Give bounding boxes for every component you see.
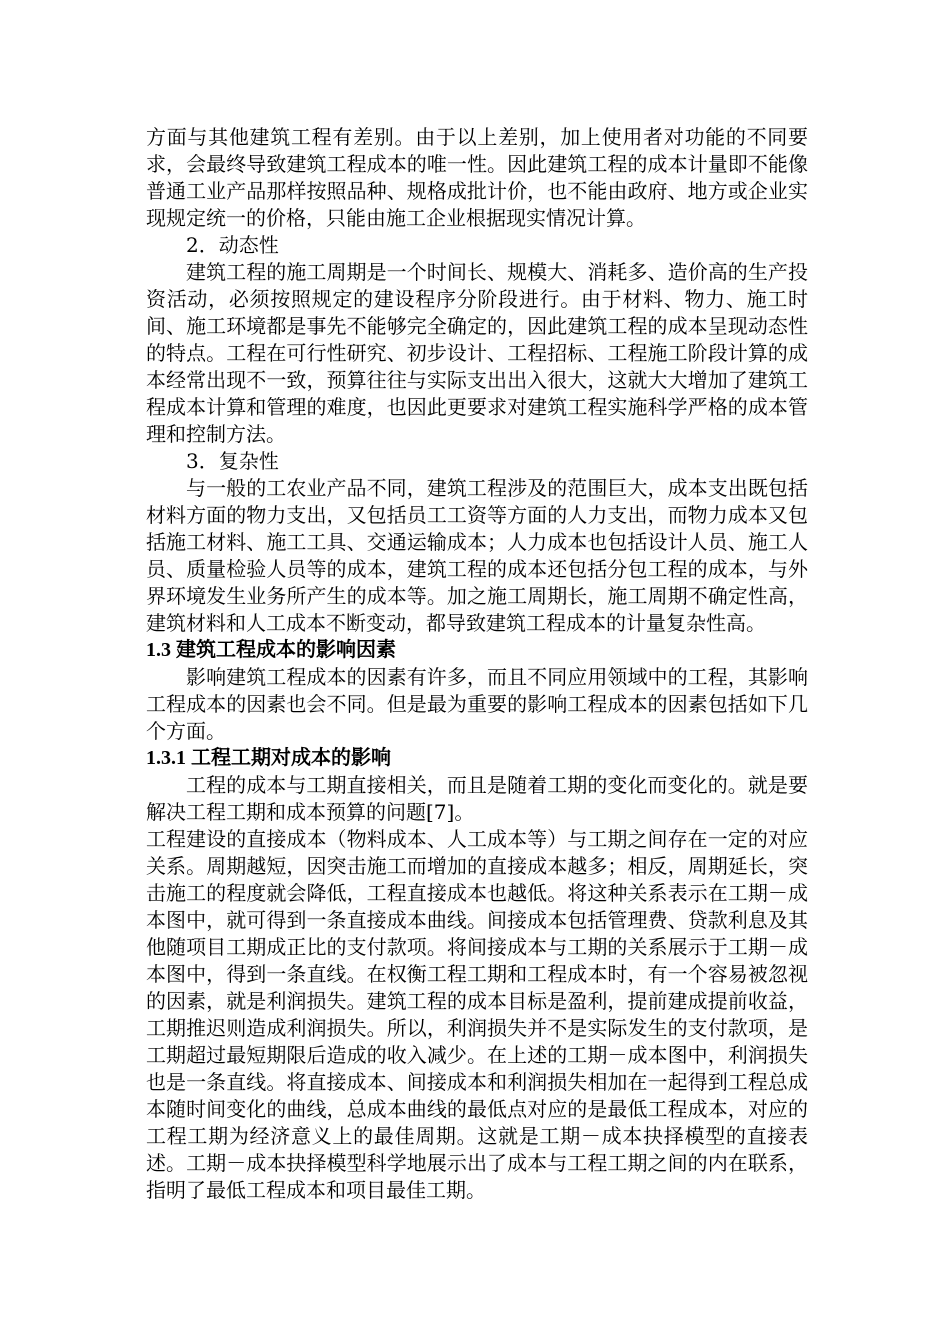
paragraph-schedule-cost-model: 工程建设的直接成本（物料成本、人工成本等）与工期之间存在一定的对应关系。周期越短，因突击施工而增加的直接成本越多；相反，周期延长，突击施工的程度就会降低，工程直接成本也越低。将这种关系表示在工期－成本图中，就可得到一条直接成本曲线。间接成本包括管理费、贷款利息及其他随项目工期成正比的支付款项。将间接成本与工期的关系展示于工期－成本图中，得到一条直线。在权衡工程工期和工程成本时，有一个容易被忽视的因素，就是利润损失。建筑工程的成本目标是盈利，提前建成提前收益，工期推迟则造成利润损失。所以，利润损失并不是实际发生的支付款项，是工期超过最短期限后造成的收入减少。在上述的工期－成本图中，利润损失也是一条直线。将直接成本、间接成本和利润损失相加在一起得到工程总成本随时间变化的曲线，总成本曲线的最低点对应的是最低工程成本，对应的工程工期为经济意义上的最佳周期。这就是工期－成本抉择模型的直接表述。工期－成本抉择模型科学地展示出了成本与工程工期之间的内在联系，指明了最低工程成本和项目最佳工期。 (146, 827, 808, 1202)
paragraph-dynamic: 建筑工程的施工周期是一个时间长、规模大、消耗多、造价高的生产投资活动，必须按照规定的建设程序分阶段进行。由于材料、物力、施工时间、施工环境都是事先不能够完全确定的，因此建筑工程的成本呈现动态性的特点。工程在可行性研究、初步设计、工程招标、工程施工阶段计算的成本经常出现不一致，预算往往与实际支出出入很大，这就大大增加了建筑工程成本计算和管理的难度，也因此更要求对建筑工程实施科学严格的成本管理和控制方法。 (146, 260, 808, 446)
section-heading-1-3: 1.3 建筑工程成本的影响因素 (146, 639, 396, 661)
paragraph-schedule-intro: 工程的成本与工期直接相关，而且是随着工期的变化而变化的。就是要解决工程工期和成本预算的问题[7]。 (146, 773, 808, 824)
list-item-dynamic: 2．动态性 (186, 233, 279, 257)
document-page (146, 124, 808, 1204)
paragraph-complexity: 与一般的工农业产品不同，建筑工程涉及的范围巨大，成本支出既包括材料方面的物力支出，又包括员工工资等方面的人力支出，而物力成本又包括施工材料、施工工具、交通运输成本；人力成本也包括设计人员、施工人员、质量检验人员等的成本，建筑工程的成本还包括分包工程的成本，与外界环境发生业务所产生的成本等。加之施工周期长，施工周期不确定性高，建筑材料和人工成本不断变动，都导致建筑工程成本的计量复杂性高。 (146, 476, 808, 635)
paragraph-intro: 方面与其他建筑工程有差别。由于以上差别，加上使用者对功能的不同要求，会最终导致建筑工程成本的唯一性。因此建筑工程的成本计量即不能像普通工业产品那样按照品种、规格成批计价，也不能由政府、地方或企业实现规定统一的价格，只能由施工企业根据现实情况计算。 (146, 125, 808, 230)
section-heading-1-3-1: 1.3.1 工程工期对成本的影响 (146, 747, 391, 769)
paragraph-factors: 影响建筑工程成本的因素有许多，而且不同应用领域中的工程，其影响工程成本的因素也会不同。但是最为重要的影响工程成本的因素包括如下几个方面。 (146, 665, 808, 743)
list-item-complexity: 3．复杂性 (186, 449, 279, 473)
